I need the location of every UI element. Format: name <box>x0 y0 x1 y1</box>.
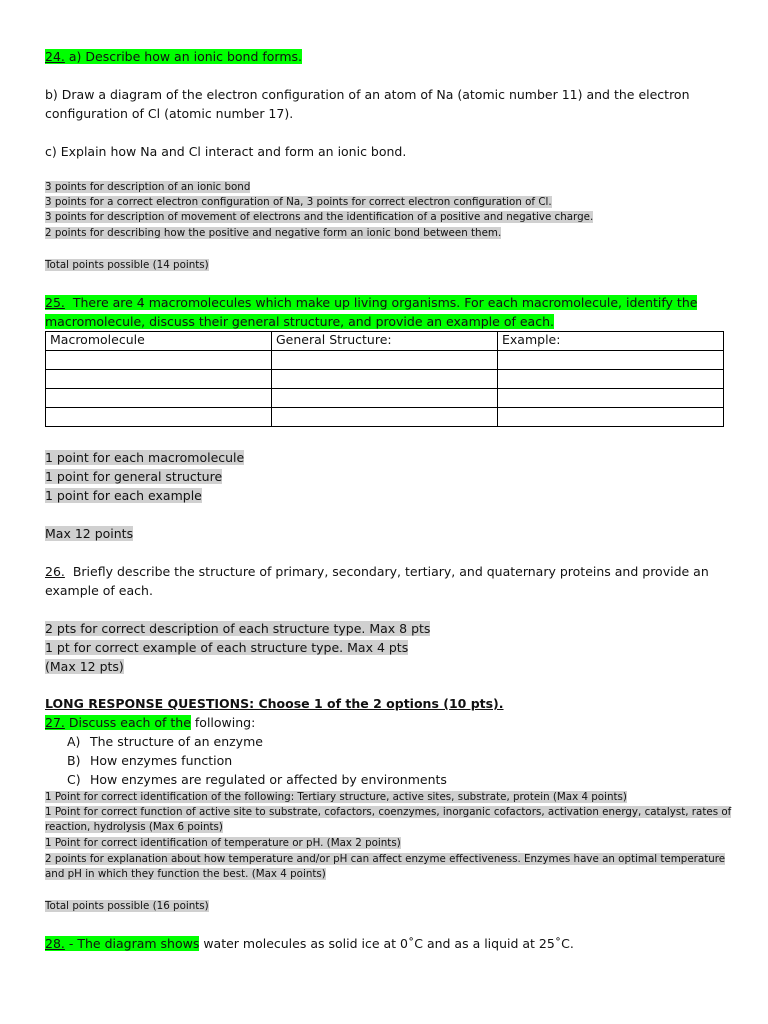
table-cell <box>498 389 724 408</box>
q25-text-line1: 25. There are 4 macromolecules which make up living organisms. For each macromolecule, identify the <box>45 295 698 310</box>
q28-text: 28. - The diagram shows water molecules as solid ice at 0˚C and as a liquid at 25˚C. <box>45 936 574 951</box>
table-cell <box>272 389 498 408</box>
table-header-row <box>46 332 724 351</box>
q26-rubric-line: (Max 12 pts) <box>45 659 124 674</box>
q26-text-line1: 26. Briefly describe the structure of primary, secondary, tertiary, and quaternary proteins and provide an <box>45 564 709 579</box>
q25-max: Max 12 points <box>45 526 134 541</box>
q27-item-b: B) How enzymes function <box>67 753 233 768</box>
table-cell <box>46 351 272 370</box>
q25-number: 25. <box>45 295 65 310</box>
q28-number: 28. <box>45 936 65 951</box>
q25-rubric-line: 1 point for general structure <box>45 469 223 484</box>
table-cell <box>498 370 724 389</box>
q24-part-b-line2: configuration of Cl (atomic number 17). <box>45 106 294 121</box>
q24-rubric-line: 3 points for a correct electron configuration of Na, 3 points for correct electron configuration of Cl. <box>45 196 552 208</box>
table-header-cell: Example: <box>498 332 724 351</box>
q27-rubric-line: 1 Point for correct identification of temperature or pH. (Max 2 points) <box>45 837 401 849</box>
table-cell <box>46 408 272 427</box>
q24-part-c: c) Explain how Na and Cl interact and form an ionic bond. <box>45 144 407 159</box>
macromolecule-table <box>45 331 724 427</box>
table-cell <box>46 370 272 389</box>
table-row <box>46 408 724 427</box>
q24-rubric-line: 3 points for description of movement of electrons and the identification of a positive and negative charge. <box>45 211 594 223</box>
q24-rubric-line: 3 points for description of an ionic bond <box>45 181 251 193</box>
table-cell <box>498 351 724 370</box>
q24-rubric-line: 2 points for describing how the positive and negative form an ionic bond between them. <box>45 227 502 239</box>
table-row <box>46 389 724 408</box>
q26-text-line2: example of each. <box>45 583 153 598</box>
q27-item-c: C) How enzymes are regulated or affected by environments <box>67 772 447 787</box>
q25-text-line2: macromolecule, discuss their general structure, and provide an example of each. <box>45 314 554 329</box>
long-response-heading: LONG RESPONSE QUESTIONS: Choose 1 of the 2 options (10 pts). <box>45 696 504 711</box>
q27-intro: 27. Discuss each of the following: <box>45 715 256 730</box>
q27-number: 27. <box>45 715 65 730</box>
q24-part-b-line1: b) Draw a diagram of the electron configuration of an atom of Na (atomic number 11) and the electron <box>45 87 690 102</box>
q26-number: 26. <box>45 564 65 579</box>
table-cell <box>272 351 498 370</box>
q27-rubric-line: reaction, hydrolysis (Max 6 points) <box>45 821 223 833</box>
q27-total: Total points possible (16 points) <box>45 900 209 912</box>
table-row <box>46 351 724 370</box>
q26-rubric-line: 1 pt for correct example of each structure type. Max 4 pts <box>45 640 409 655</box>
table-header-cell: General Structure: <box>272 332 498 351</box>
table-cell <box>498 408 724 427</box>
q26-rubric-line: 2 pts for correct description of each structure type. Max 8 pts <box>45 621 431 636</box>
q25-rubric-line: 1 point for each macromolecule <box>45 450 245 465</box>
q27-rubric-line: and pH in which they function the best. (Max 4 points) <box>45 868 326 880</box>
table-row <box>46 370 724 389</box>
q24-part-a <box>45 47 302 66</box>
q24-total: Total points possible (14 points) <box>45 259 209 271</box>
table-cell <box>272 370 498 389</box>
q27-rubric-line: 2 points for explanation about how temperature and/or pH can affect enzyme effectiveness. Enzymes have an optimal temperature <box>45 853 726 865</box>
q27-rubric-line: 1 Point for correct identification of the following: Tertiary structure, active sites, substrate, protein (Max 4 points) <box>45 791 627 803</box>
q24-number: 24. <box>45 49 65 64</box>
q25-rubric-line: 1 point for each example <box>45 488 202 503</box>
q24-part-a-text: a) Describe how an ionic bond forms. <box>64 49 303 64</box>
table-cell <box>46 389 272 408</box>
q27-item-a: A) The structure of an enzyme <box>67 734 263 749</box>
table-cell <box>272 408 498 427</box>
table-header-cell: Macromolecule <box>46 332 272 351</box>
q27-rubric-line: 1 Point for correct function of active site to substrate, cofactors, coenzymes, inorganic cofactors, activation energy, catalyst, rates of <box>45 806 732 818</box>
